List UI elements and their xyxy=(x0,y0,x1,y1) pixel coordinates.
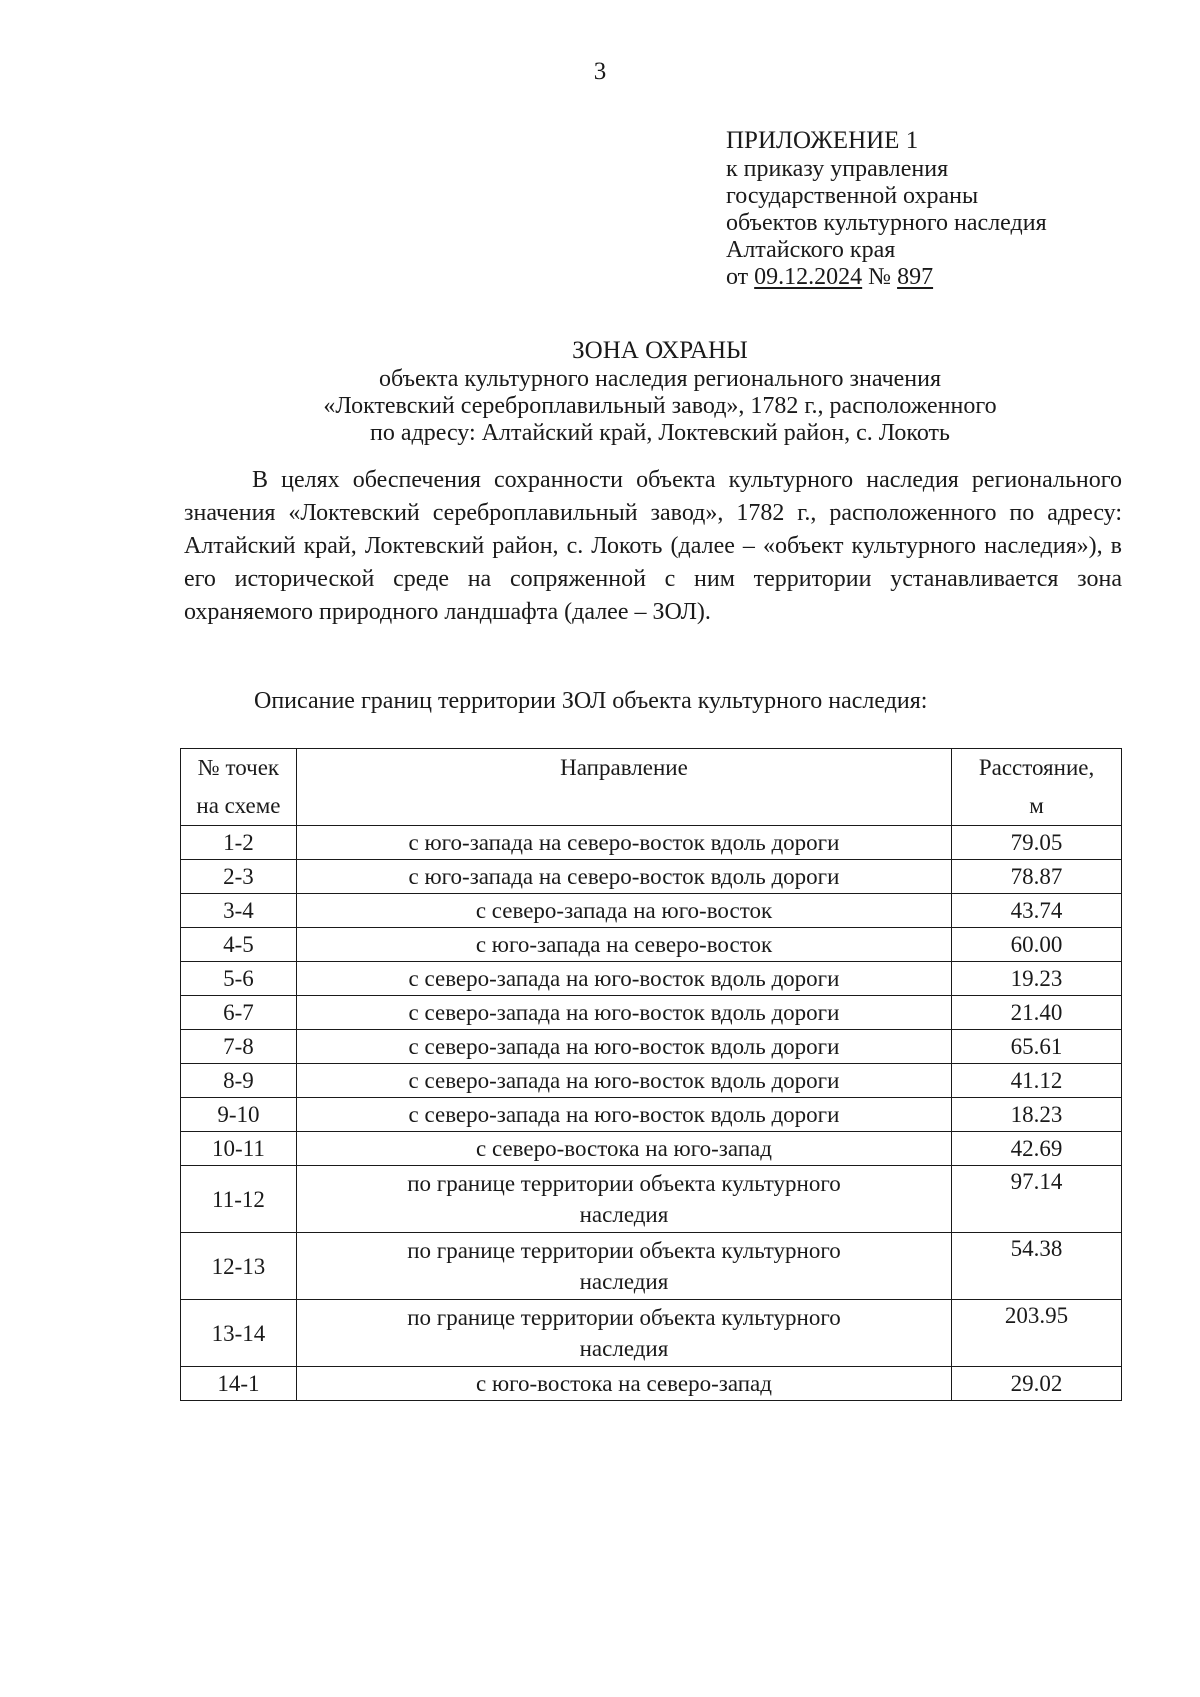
direction-cell: с юго-запада на северо-восток xyxy=(296,928,951,962)
direction-cell: с юго-запада на северо-восток вдоль дороги xyxy=(296,860,951,894)
table-row xyxy=(181,1132,1122,1166)
points-cell: 13-14 xyxy=(181,1300,297,1367)
direction-cell: с северо-запада на юго-восток вдоль дороги xyxy=(296,1098,951,1132)
direction-cell xyxy=(296,1166,951,1233)
page-number: 3 xyxy=(593,58,607,85)
table-row xyxy=(181,826,1122,860)
table-row xyxy=(181,860,1122,894)
appendix-line: к приказу управления xyxy=(726,156,949,182)
points-cell: 3-4 xyxy=(181,894,297,928)
boundary-table xyxy=(180,748,1122,1401)
points-cell: 10-11 xyxy=(181,1132,297,1166)
distance-cell: 21.40 xyxy=(952,996,1122,1030)
distance-cell: 29.02 xyxy=(952,1367,1122,1401)
distance-cell: 203.95 xyxy=(952,1300,1122,1367)
header-points-line: на схеме xyxy=(196,793,281,818)
points-cell: 8-9 xyxy=(181,1064,297,1098)
distance-cell: 60.00 xyxy=(952,928,1122,962)
direction-cell: с северо-запада на юго-восток вдоль дороги xyxy=(296,996,951,1030)
table-row xyxy=(181,1166,1122,1233)
points-cell: 12-13 xyxy=(181,1233,297,1300)
direction-cell: с северо-запада на юго-восток вдоль дороги xyxy=(296,1030,951,1064)
distance-cell: 97.14 xyxy=(952,1166,1122,1233)
document-title: ЗОНА ОХРАНЫ xyxy=(572,337,748,364)
table-row xyxy=(181,996,1122,1030)
appendix-line: Алтайского края xyxy=(726,237,896,263)
direction-cell: с северо-запада на юго-восток xyxy=(296,894,951,928)
order-number: 897 xyxy=(897,264,934,290)
direction-line: по границе территории объекта культурного xyxy=(407,1238,841,1263)
direction-cell xyxy=(296,1233,951,1300)
points-cell: 6-7 xyxy=(181,996,297,1030)
table-caption: Описание границ территории ЗОЛ объекта культурного наследия: xyxy=(254,688,928,714)
table-row xyxy=(181,1064,1122,1098)
direction-cell xyxy=(296,1300,951,1367)
points-cell: 1-2 xyxy=(181,826,297,860)
appendix-title: ПРИЛОЖЕНИЕ 1 xyxy=(726,127,919,154)
direction-line: наследия xyxy=(579,1269,669,1294)
appendix-line: государственной охраны xyxy=(726,183,979,209)
distance-cell: 54.38 xyxy=(952,1233,1122,1300)
points-cell: 11-12 xyxy=(181,1166,297,1233)
distance-cell: 19.23 xyxy=(952,962,1122,996)
table-row xyxy=(181,962,1122,996)
header-distance xyxy=(952,749,1122,826)
order-number-prefix: № xyxy=(868,264,892,290)
direction-cell: с юго-запада на северо-восток вдоль дороги xyxy=(296,826,951,860)
direction-line: наследия xyxy=(579,1202,669,1227)
distance-cell: 43.74 xyxy=(952,894,1122,928)
points-cell: 9-10 xyxy=(181,1098,297,1132)
points-cell: 4-5 xyxy=(181,928,297,962)
heading-line: «Локтевский сереброплавильный завод», 1782 г., расположенного xyxy=(323,393,997,419)
points-cell: 7-8 xyxy=(181,1030,297,1064)
points-cell: 5-6 xyxy=(181,962,297,996)
direction-line: по границе территории объекта культурного xyxy=(407,1305,841,1330)
table-row xyxy=(181,1300,1122,1367)
distance-cell: 18.23 xyxy=(952,1098,1122,1132)
direction-line: наследия xyxy=(579,1336,669,1361)
header-points xyxy=(181,749,297,826)
table-row xyxy=(181,1030,1122,1064)
points-cell: 2-3 xyxy=(181,860,297,894)
distance-cell: 42.69 xyxy=(952,1132,1122,1166)
document-heading xyxy=(180,336,1140,447)
appendix-line: объектов культурного наследия xyxy=(726,210,1047,236)
header-points-line: № точек xyxy=(197,755,280,780)
distance-cell: 79.05 xyxy=(952,826,1122,860)
table-header-row xyxy=(181,749,1122,826)
direction-cell: с юго-востока на северо-запад xyxy=(296,1367,951,1401)
heading-line: по адресу: Алтайский край, Локтевский район, с. Локоть xyxy=(370,420,950,446)
points-cell: 14-1 xyxy=(181,1367,297,1401)
table-row xyxy=(181,928,1122,962)
header-distance-line: Расстояние, xyxy=(978,755,1095,780)
order-date: 09.12.2024 xyxy=(754,264,863,290)
direction-cell: с северо-запада на юго-восток вдоль дороги xyxy=(296,1064,951,1098)
direction-cell: с северо-востока на юго-запад xyxy=(296,1132,951,1166)
direction-cell: с северо-запада на юго-восток вдоль дороги xyxy=(296,962,951,996)
distance-cell: 65.61 xyxy=(952,1030,1122,1064)
table-row xyxy=(181,1233,1122,1300)
table-row xyxy=(181,894,1122,928)
table-row xyxy=(181,1367,1122,1401)
order-date-prefix: от xyxy=(726,264,749,290)
distance-cell: 78.87 xyxy=(952,860,1122,894)
header-direction: Направление xyxy=(296,749,951,826)
direction-line: по границе территории объекта культурного xyxy=(407,1171,841,1196)
intro-paragraph: В целях обеспечения сохранности объекта культурного наследия регионального значения «Локтевский сереброплавильный завод», 1782 г., расположенного по адресу: Алтайский край, Локтевский район, с. Локоть (далее – «объект культурного наследия»), в его исторической среде на сопряженной с ним территории устанавливается зона охраняемого природного ландшафта (далее – ЗОЛ). xyxy=(184,467,1122,625)
heading-line: объекта культурного наследия регионального значения xyxy=(378,366,942,392)
table-row xyxy=(181,1098,1122,1132)
appendix-order-line xyxy=(726,264,1166,291)
distance-cell: 41.12 xyxy=(952,1064,1122,1098)
appendix-block xyxy=(726,126,1166,291)
header-distance-line: м xyxy=(1029,793,1044,818)
